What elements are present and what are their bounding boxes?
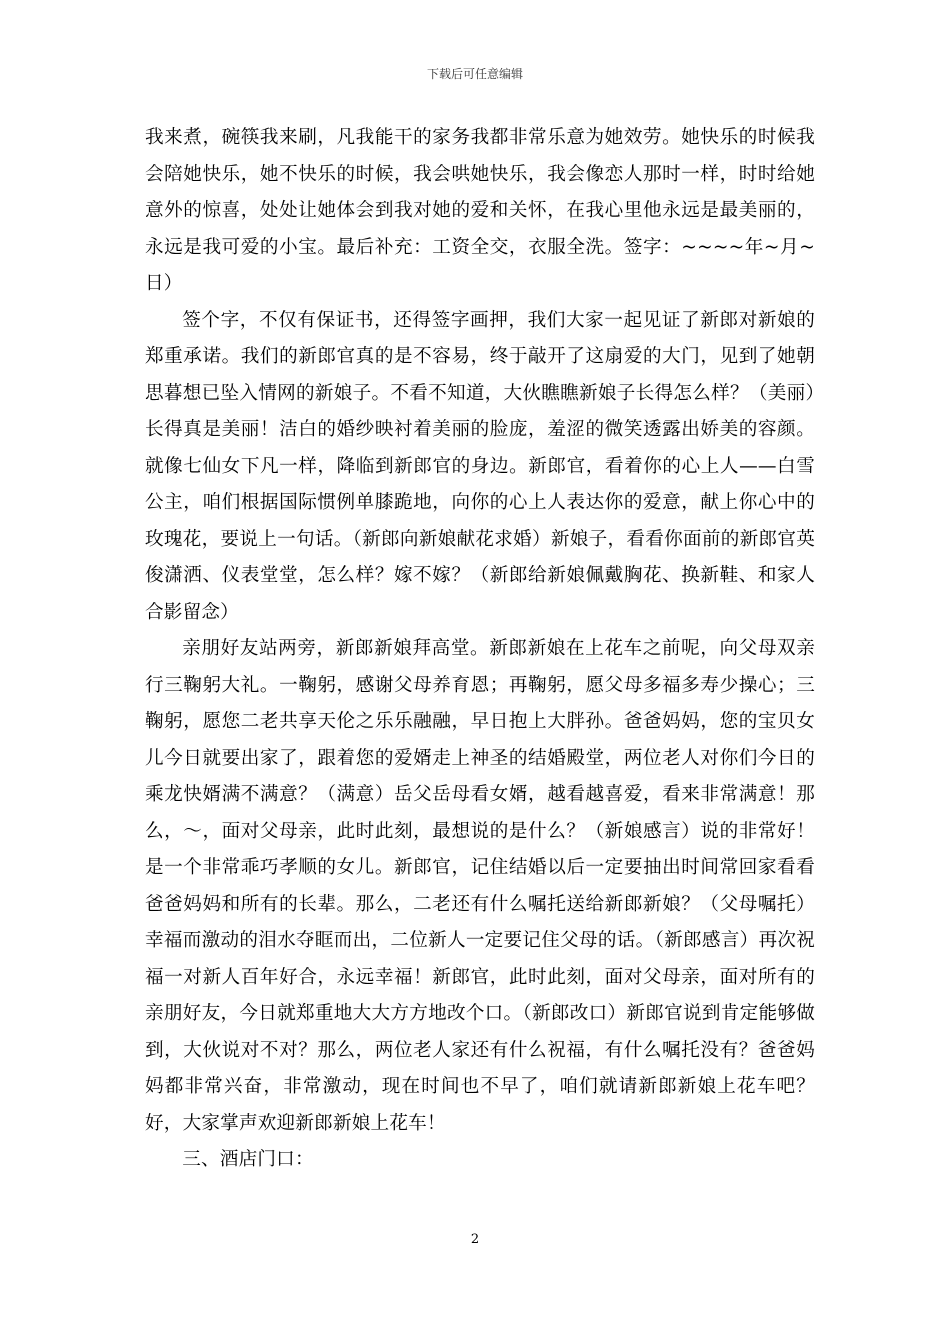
document-body xyxy=(145,120,815,1179)
paragraph-3: 亲朋好友站两旁，新郎新娘拜高堂。新郎新娘在上花车之前呢，向父母双亲行三鞠躬大礼。一鞠躬，感谢父母养育恩；再鞠躬，愿父母多福多寿少操心；三鞠躬，愿您二老共享天伦之乐乐融融，早日抱上大胖孙。爸爸妈妈，您的宝贝女儿今日就要出家了，跟着您的爱婿走上神圣的结婚殿堂，两位老人对你们今日的乘龙快婿满不满意？（满意）岳父岳母看女婿，越看越喜爱，看来非常满意！那么，～，面对父母亲，此时此刻，最想说的是什么？（新娘感言）说的非常好！是一个非常乖巧孝顺的女儿。新郎官，记住结婚以后一定要抽出时间常回家看看爸爸妈妈和所有的长辈。那么，二老还有什么嘱托送给新郎新娘？（父母嘱托）幸福而激动的泪水夺眶而出，二位新人一定要记住父母的话。（新郎感言）再次祝福一对新人百年好合，永远幸福！新郎官，此时此刻，面对父母亲，面对所有的亲朋好友，今日就郑重地大大方方地改个口。（新郎改口）新郎官说到肯定能够做到，大伙说对不对？那么，两位老人家还有什么祝福，有什么嘱托没有？爸爸妈妈都非常兴奋，非常激动，现在时间也不早了，咱们就请新郎新娘上花车吧？好，大家掌声欢迎新郎新娘上花车！ xyxy=(145,638,815,1134)
page-number: 2 xyxy=(470,1232,480,1247)
section-heading: 三、酒店门口： xyxy=(182,1149,314,1170)
paragraph-2: 签个字，不仅有保证书，还得签字画押，我们大家一起见证了新郎对新娘的郑重承诺。我们的新郎官真的是不容易，终于敲开了这扇爱的大门，见到了她朝思暮想已坠入情网的新娘子。不看不知道，大伙瞧瞧新娘子长得怎么样？（美丽）长得真是美丽！洁白的婚纱映衬着美丽的脸庞，羞涩的微笑透露出娇美的容颜。就像七仙女下凡一样，降临到新郎官的身边。新郎官，看着你的心上人——白雪公主，咱们根据国际惯例单膝跪地，向你的心上人表达你的爱意，献上你心中的玫瑰花，要说上一句话。（新郎向新娘献花求婚）新娘子，看看你面前的新郎官英俊潇洒、仪表堂堂，怎么样？嫁不嫁？（新郎给新娘佩戴胸花、换新鞋、和家人合影留念） xyxy=(145,309,815,623)
paragraph-1: 我来煮，碗筷我来刷，凡我能干的家务我都非常乐意为她效劳。她快乐的时候我会陪她快乐，她不快乐的时候，我会哄她快乐，我会像恋人那时一样，时时给她意外的惊喜，处处让她体会到我对她的爱和关怀，在我心里他永远是最美丽的，永远是我可爱的小宝。最后补充：工资全交，衣服全洗。签字：~~~~年~月~日） xyxy=(145,127,815,294)
page-header: 下载后可任意编辑 xyxy=(426,67,523,81)
